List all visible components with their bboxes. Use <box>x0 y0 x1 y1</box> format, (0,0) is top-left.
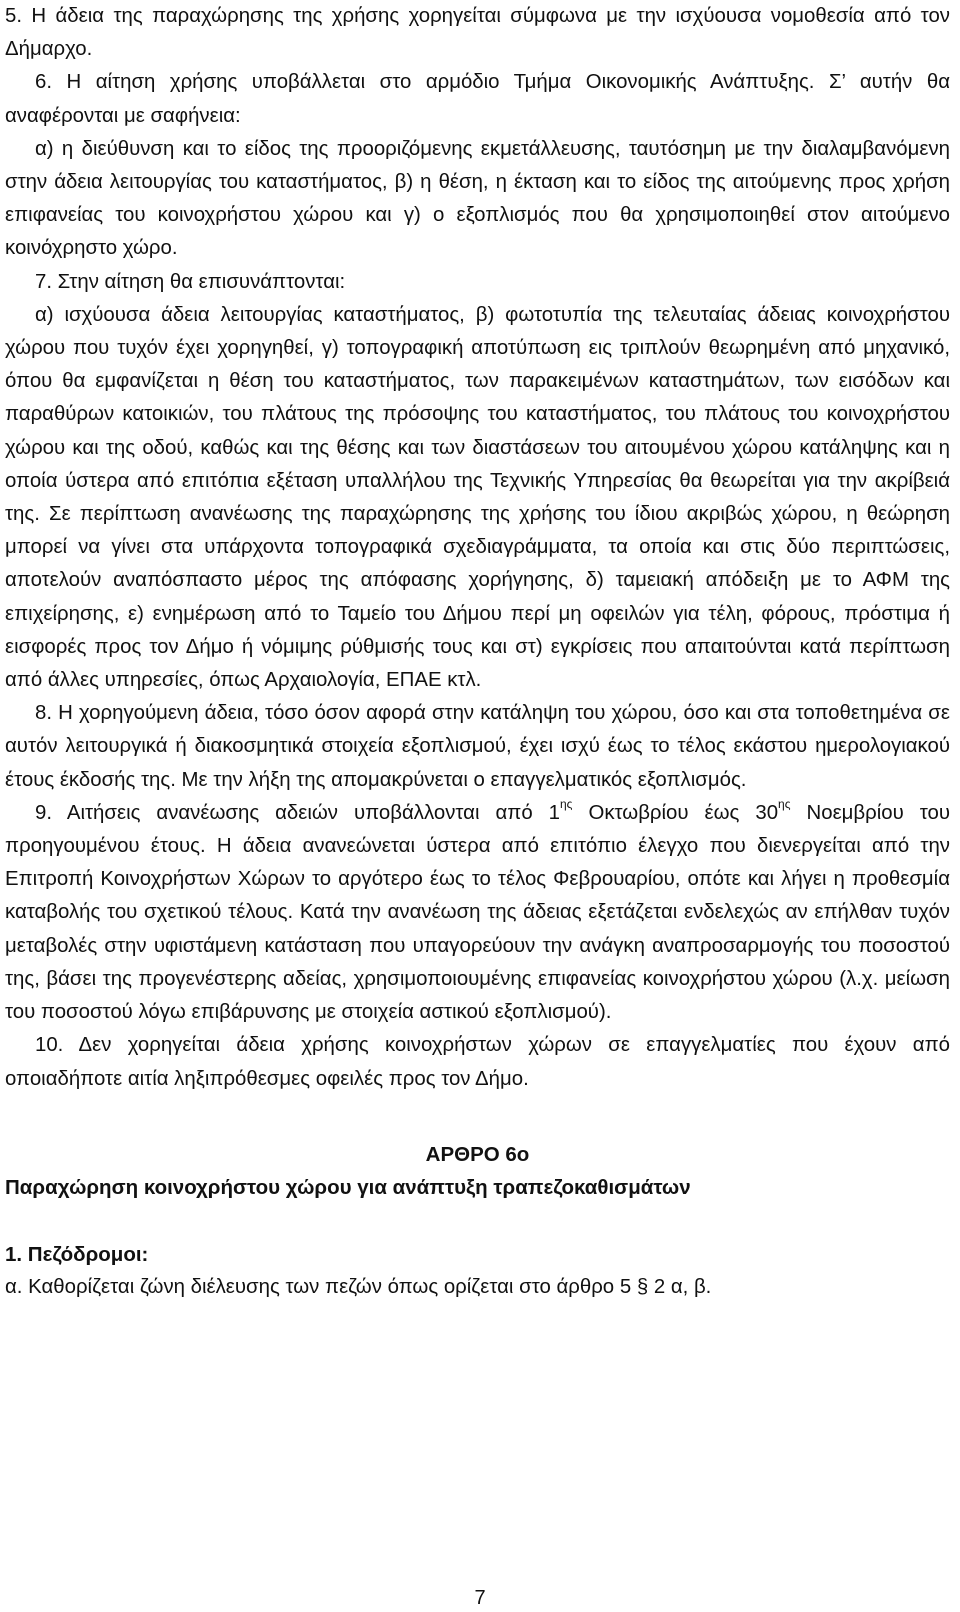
paragraph-9-superscript-1: ης <box>560 797 573 812</box>
section-1-item-a: α. Καθορίζεται ζώνη διέλευσης των πεζών όπως ορίζεται στο άρθρο 5 § 2 α, β. <box>5 1275 712 1298</box>
paragraph-8: 8. Η χορηγούμενη άδεια, τόσο όσον αφορά στην κατάληψη του χώρου, όσο και στα τοποθετημένα σε αυτόν λειτουργικά ή διακοσμητικά στοιχεία εξοπλισμού, έχει ισχύ έως το τέλος εκάστου ημερολογιακού έτους έκδοσής της. Με την λήξη της απομακρύνεται ο επαγγελματικός εξοπλισμός. <box>5 702 950 791</box>
paragraph-9-part2: Οκτωβρίου έως 30 <box>572 801 779 824</box>
article-number: ΑΡΘΡΟ 6ο <box>425 1142 530 1166</box>
paragraph-6-body: α) η διεύθυνση και το είδος της προοριζόμενης εκμετάλλευσης, ταυτόσημη με την διαλαμβανόμενη στην άδεια λειτουργίας του καταστήματος, β) η θέση, η έκταση και το είδος της αιτούμενης προς χρήση επιφανείας του κοινοχρήστου χώρου και γ) ο εξοπλισμός που θα χρησιμοποιηθεί στον αιτούμενο κοινόχρηστο χώρο. <box>5 137 950 260</box>
paragraph-7-body: α) ισχύουσα άδεια λειτουργίας καταστήματος, β) φωτοτυπία της τελευταίας άδειας κοινοχρήστου χώρου που τυχόν έχει χορηγηθεί, γ) τοπογραφική αποτύπωση εις τριπλούν θεωρημένη από μηχανικό, όπου θα εμφανίζεται η θέση του καταστήματος, των παρακειμένων καταστημάτων, των εισόδων και παραθύρων κατοικιών, του πλάτους της πρόσοψης του καταστήματος, του πλάτους του κοινοχρήστου χώρου και της οδού, καθώς και της θέσης και των διαστάσεων του αιτουμένου χώρου κατάληψης και η οποία ύστερα από επιτόπια εξέταση υπαλλήλου της Τεχνικής Υπηρεσίας θα θεωρείται για την ακρίβειά της. Σε περίπτωση ανανέωσης της παραχώρησης της χρήσης του ίδιου ακριβώς χώρου, η θεώρηση μπορεί να γίνει στα υπάρχοντα τοπογραφικά σχεδιαγράμματα, τα οποία και στις δύο περιπτώσεις, αποτελούν αναπόσπαστο μέρος της απόφασης χορήγησης, δ) ταμειακή απόδειξη με το ΑΦΜ της επιχείρησης, ε) ενημέρωση από το Ταμείο του Δήμου περί μη οφειλών για τέλη, φόρους, πρόστιμα ή εισφορές προς τον Δήμο ή νόμιμης ρύθμισής τους και στ) εγκρίσεις που απαιτούνται κατά περίπτωση από άλλες υπηρεσίες, όπως Αρχαιολογία, ΕΠΑΕ κτλ. <box>5 303 950 692</box>
section-1-heading: 1. Πεζόδρομοι: <box>5 1242 149 1266</box>
article-title: Παραχώρηση κοινοχρήστου χώρου για ανάπτυξη τραπεζοκαθισμάτων <box>5 1175 691 1199</box>
paragraph-9-superscript-2: ης <box>778 797 791 812</box>
page-number: 7 <box>474 1587 486 1609</box>
document-page <box>5 0 960 1304</box>
paragraph-5: 5. Η άδεια της παραχώρησης της χρήσης χορηγείται σύμφωνα με την ισχύουσα νομοθεσία από τον Δήμαρχο. <box>5 5 950 61</box>
paragraph-7-intro: 7. Στην αίτηση θα επισυνάπτονται: <box>35 270 346 293</box>
paragraph-6-intro: 6. Η αίτηση χρήσης υποβάλλεται στο αρμόδιο Τμήμα Οικονομικής Ανάπτυξης. Σ’ αυτήν θα αναφέρονται με σαφήνεια: <box>5 71 950 127</box>
paragraph-9-part1: 9. Αιτήσεις ανανέωσης αδειών υποβάλλονται από 1 <box>35 801 560 824</box>
paragraph-10: 10. Δεν χορηγείται άδεια χρήσης κοινοχρήστων χώρων σε επαγγελματίες που έχουν από οποιαδήποτε αιτία ληξιπρόθεσμες οφειλές προς τον Δήμο. <box>5 1034 950 1090</box>
spacer <box>5 1204 950 1238</box>
paragraph-9 <box>5 797 950 1029</box>
paragraph-9-part3: Νοεμβρίου του προηγουμένου έτους. Η άδεια ανανεώνεται ύστερα από επιτόπιο έλεγχο που διενεργείται από την Επιτροπή Κοινοχρήστων Χώρων το αργότερο έως το τέλος Φεβρουαρίου, οπότε και λήγει η προθεσμία καταβολής του σχετικού τέλους. Κατά την ανανέωση της άδειας εξετάζεται ενδελεχώς αν επήλθαν τυχόν μεταβολές στην υφιστάμενη κατάσταση που υπαγορεύουν την ανάγκη αναπροσαρμογής του ποσοστού της, βάσει της προγενέστερης αδείας, χρησιμοποιουμένης επιφανείας κοινοχρήστου χώρου (λ.χ. μείωση του ποσοστού λόγω επιβάρυνσης με στοιχεία αστικού εξοπλισμού). <box>5 801 951 1024</box>
spacer <box>5 1096 950 1138</box>
